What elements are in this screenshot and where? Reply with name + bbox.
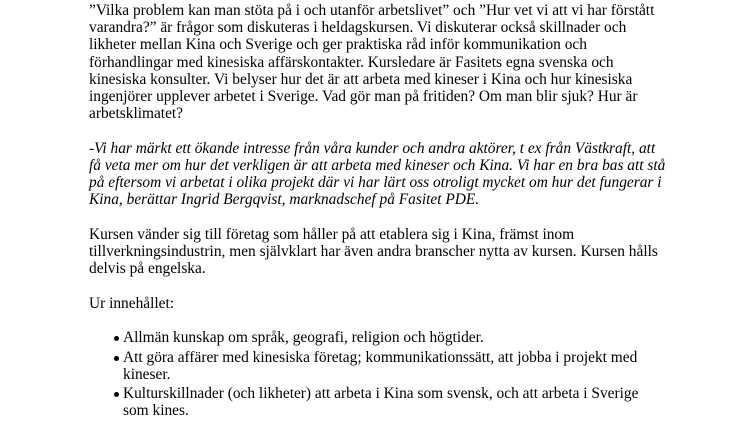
list-item bbox=[89, 349, 669, 383]
intro-line: varandra?” är frågor som diskuteras i heldagskursen. Vi diskuterar också skillnader och bbox=[89, 19, 627, 37]
paragraph-spacer bbox=[89, 122, 669, 139]
document-page bbox=[89, 2, 669, 421]
bullet-icon bbox=[114, 392, 119, 397]
quote-line: få veta mer om hur det verkligen är att arbeta med kineser och Kina. Vi har en bra bas att stå bbox=[89, 156, 666, 174]
intro-line: ”Vilka problem kan man stöta på i och utanför arbetslivet” och ”Hur vet vi att vi har förstått bbox=[89, 2, 655, 19]
intro-line: förhandlingar med kinesiska affärskontakter. Kursledare är Fasitets egna svenska och bbox=[89, 53, 614, 71]
bullet-icon bbox=[114, 336, 119, 341]
intro-line: ingenjörer upplever arbetet i Sverige. Vad gör man på fritiden? Om man blir sjuk? Hur är bbox=[89, 87, 638, 105]
list-item-line: som kines. bbox=[123, 402, 189, 420]
quote-line: -Vi har märkt ett ökande intresse från våra kunder och andra aktörer, t ex från Västkraft, att bbox=[89, 139, 656, 157]
contents-heading: Ur innehållet: bbox=[89, 294, 175, 312]
paragraph-spacer bbox=[89, 312, 669, 329]
intro-line: arbetsklimatet? bbox=[89, 105, 184, 123]
list-item-line: Kulturskillnader (och likheter) att arbeta i Kina som svensk, och att arbeta i Sverige bbox=[123, 384, 639, 402]
list-item-line: Allmän kunskap om språk, geografi, religion och högtider. bbox=[123, 329, 484, 347]
intro-line: kinesiska konsulter. Vi belyser hur det är att arbeta med kineser i Kina och hur kinesiska bbox=[89, 70, 633, 88]
list-item bbox=[89, 329, 669, 346]
bullet-icon bbox=[114, 356, 119, 361]
contents-list bbox=[89, 329, 669, 419]
list-item-line: kineser. bbox=[123, 365, 171, 383]
audience-paragraph bbox=[89, 226, 669, 278]
quote-line: Kina, berättar Ingrid Bergqvist, marknadschef på Fasitet PDE. bbox=[89, 191, 480, 209]
audience-line: delvis på engelska. bbox=[89, 260, 206, 278]
quote-paragraph bbox=[89, 140, 669, 209]
audience-line: Kursen vänder sig till företag som håller på att etablera sig i Kina, främst inom bbox=[89, 225, 575, 243]
paragraph-spacer bbox=[89, 208, 669, 225]
paragraph-spacer bbox=[89, 277, 669, 294]
list-item-line: Att göra affärer med kinesiska företag; kommunikationssätt, att jobba i projekt med bbox=[123, 348, 638, 366]
quote-line: på eftersom vi arbetat i olika projekt där vi har lärt oss otroligt mycket om hur det fungerar i bbox=[89, 174, 662, 192]
intro-paragraph bbox=[89, 2, 669, 122]
list-item bbox=[89, 385, 669, 419]
intro-line: likheter mellan Kina och Sverige och ger praktiska råd inför kommunikation och bbox=[89, 36, 587, 54]
audience-line: tillverkningsindustrin, men självklart har även andra branscher nytta av kursen. Kursen hålls bbox=[89, 243, 658, 261]
